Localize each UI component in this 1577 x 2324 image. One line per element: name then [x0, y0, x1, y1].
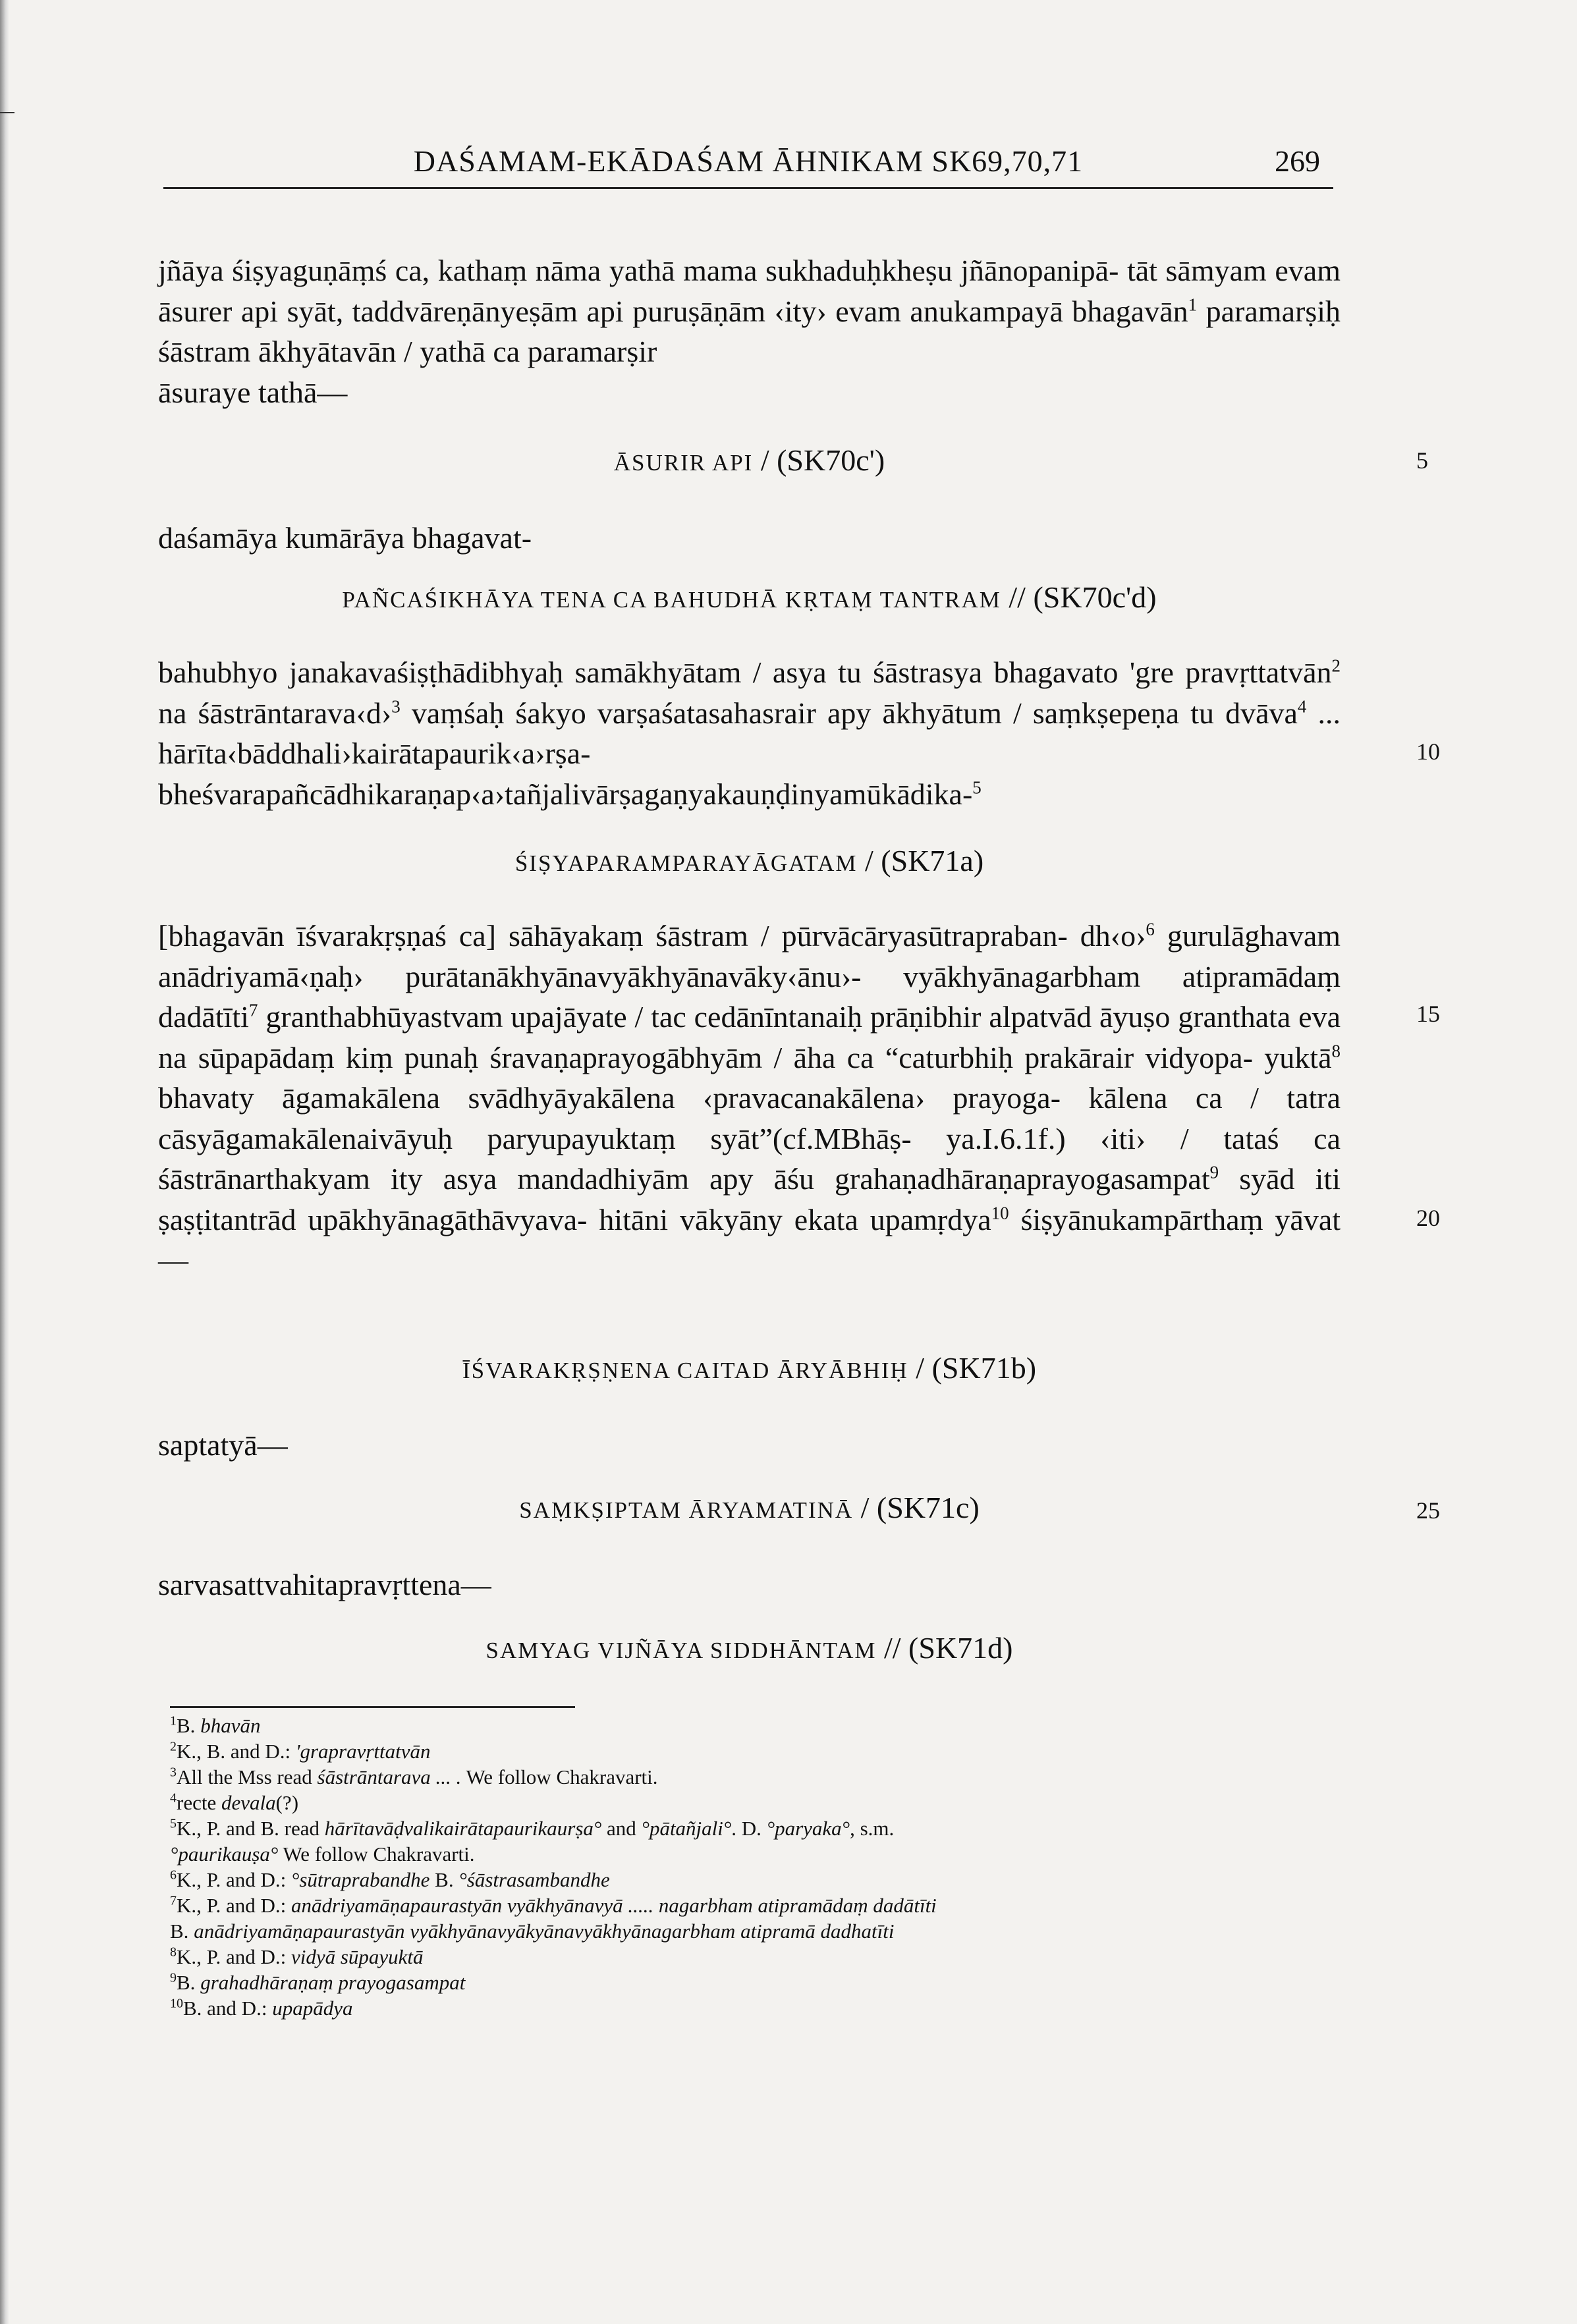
text-line: granthabhūyastvam upajāyate /	[265, 1000, 644, 1034]
note-ref: 1	[1188, 294, 1198, 315]
verse-ref: / (SK71c)	[853, 1491, 980, 1524]
footnote-4: $^4$recte devala(?)	[170, 1790, 299, 1814]
note-ref: 9	[1209, 1162, 1219, 1182]
text-line: [bhagavān īśvarakṛṣṇaś ca] sāhāyakaṃ śāstram / pūrvācāryasūtrapraban-	[158, 919, 1068, 953]
note-ref: 2	[1331, 655, 1341, 676]
text-line: anukampayā bhagavān	[910, 294, 1188, 328]
paragraph-3	[158, 652, 1341, 814]
footnote-10: $^{10}$B. and D.: upapādya	[170, 1996, 353, 2020]
line-number-25: 25	[1416, 1497, 1440, 1524]
text-line: 'gre pravṛttatvān	[1129, 655, 1332, 689]
paragraph-5	[158, 1425, 1341, 1466]
line-number-10: 10	[1416, 738, 1440, 765]
text-line: jñāya śiṣyaguṇāṃś ca, kathaṃ nāma yathā mama sukhaduḥkheṣu jñānopanipā-	[158, 254, 1119, 287]
text-line: bhavaty āgamakālena svādhyāyakālena ‹pravacanakālena› prayoga-	[158, 1081, 1061, 1115]
note-ref: 5	[972, 777, 982, 798]
text-line: sarvasattvahitapravṛttena—	[158, 1568, 491, 1601]
header-rule	[163, 187, 1333, 189]
text-line: yuktā	[1264, 1040, 1332, 1074]
note-ref: 3	[391, 696, 401, 717]
verse-text: ŚIṢYAPARAMPARAYĀGATAM	[514, 850, 858, 876]
text-line: ... hārīta‹bāddhali›kairātapaurik‹a›rṣa-	[158, 696, 1341, 770]
line-number-20: 20	[1416, 1205, 1440, 1231]
page-number: 269	[1275, 144, 1320, 178]
paragraph-2	[158, 518, 1341, 559]
text-line: tac cedānīntanaiḥ prāṇibhir alpatvād āyuṣo granthata eva na sūpapādaṃ	[158, 1000, 1341, 1074]
verse-text: ĪŚVARAKṚṢṆENA CAITAD ĀRYĀBHIḤ	[462, 1358, 908, 1383]
footnote-2: $^2$K., B. and D.: 'grapravṛttatvān	[170, 1739, 431, 1763]
text-line: syād iti ṣaṣṭitantrād upākhyānagāthāvyava-	[158, 1162, 1341, 1236]
footnotes	[170, 1713, 1356, 2021]
verse-text: SAMYAG VIJÑĀYA SIDDHĀNTAM	[485, 1638, 877, 1663]
text-line: hitāni vākyāny ekata upamṛdya	[599, 1202, 991, 1236]
note-ref: 10	[991, 1203, 1009, 1223]
footnote-8: $^8$K., P. and D.: vidyā sūpayuktā	[170, 1945, 424, 1968]
verse-sk71a	[158, 843, 1341, 878]
verse-sk70cd	[158, 580, 1341, 615]
text-line: bheśvarapañcādhikaraṇap‹a›tañjalivārṣagaṇyakauṇḍinyamūkādika-	[158, 777, 973, 811]
text-line: paramarṣiḥ śāstram ākhyātavān / yathā ca paramarṣir	[158, 294, 1341, 368]
note-ref: 6	[1146, 919, 1155, 939]
note-ref: 8	[1331, 1041, 1341, 1061]
text-line: gurulāghavam anādriyamā‹ṇaḥ› purātanākhyānavyākhyānavāky‹ānu›-	[158, 919, 1341, 993]
line-number-15: 15	[1416, 1001, 1440, 1027]
paragraph-1	[158, 250, 1341, 412]
text-line: āsuraye tathā—	[158, 375, 348, 409]
text-line: tāt sāmyam evam āsurer api syāt, taddvāreṇānyeṣām api puruṣāṇām ‹ity› evam	[158, 254, 1341, 328]
verse-sk71d	[158, 1630, 1341, 1665]
verse-text: PAÑCAŚIKHĀYA TENA CA BAHUDHĀ KṚTAṂ TANTRAM	[342, 587, 1001, 613]
running-header	[163, 144, 1333, 187]
text-line: vyākhyānagarbham atipramādaṃ dadātīti	[158, 959, 1341, 1034]
footnote-5: $^5$K., P. and B. read hārītavāḍvalikairātapaurikaurṣa° and °pātañjali°. D. °paryaka°, s.m.	[170, 1816, 895, 1840]
verse-ref: // (SK71d)	[876, 1631, 1013, 1665]
text-line: vaṃśaḥ śakyo varṣaśatasahasrair apy	[411, 696, 872, 730]
line-number-5: 5	[1416, 447, 1428, 474]
text-line: kiṃ punaḥ śravaṇaprayogābhyām / āha ca “caturbhiḥ prakārair vidyopa-	[345, 1040, 1254, 1074]
verse-ref: / (SK71a)	[857, 844, 984, 877]
footnote-3: $^3$All the Mss read śāstrāntarava ... . We follow Chakravarti.	[170, 1765, 658, 1788]
text-line: śiṣyānukampārthaṃ yāvat—	[158, 1202, 1341, 1277]
text-line: ākhyātum / saṃkṣepeṇa tu dvāva	[882, 696, 1298, 730]
footnote-1: $^1$B. bhavān	[170, 1713, 261, 1737]
paragraph-6	[158, 1564, 1341, 1605]
text-line: daśamāya kumārāya bhagavat-	[158, 521, 532, 555]
verse-sk70c	[158, 443, 1341, 478]
note-ref: 4	[1297, 696, 1307, 717]
verse-ref: // (SK70c'd)	[1001, 580, 1157, 614]
text-line: saptatyā—	[158, 1428, 288, 1462]
verse-sk71c	[158, 1490, 1341, 1525]
verse-text: SAṂKṢIPTAM ĀRYAMATINĀ	[519, 1497, 854, 1523]
text-line: bahubhyo janakavaśiṣṭhādibhyaḥ samākhyātam / asya tu śāstrasya bhagavato	[158, 655, 1119, 689]
footnote-7: $^7$K., P. and D.: anādriyamāṇapaurastyān vyākhyānavyā ..... nagarbham atipramādaṃ dadātīti	[170, 1893, 937, 1917]
verse-sk71b	[158, 1350, 1341, 1385]
footnote-rule	[170, 1706, 575, 1708]
text-line: ya.I.6.1f.) ‹iti› / tataś ca śāstrānarthakyam ity asya mandadhiyām apy āśu	[158, 1121, 1341, 1196]
footnote-9: $^9$B. grahadhāraṇaṃ prayogasampat	[170, 1970, 466, 1994]
note-ref: 7	[248, 1000, 258, 1020]
footnote-5-cont: °paurikauṣa° We follow Chakravarti.	[170, 1842, 475, 1866]
text-line: na śāstrāntarava‹d›	[158, 696, 392, 730]
footnote-7-cont: B. anādriyamāṇapaurastyān vyākhyānavyākyānavyākhyānagarbham atipramā dadhatīti	[170, 1920, 895, 1943]
header-title: DAŚAMAM-EKĀDAŚAM ĀHNIKAM SK69,70,71	[413, 144, 1084, 178]
page-edge-shadow	[0, 0, 9, 2324]
verse-text: ĀSURIR API	[613, 450, 754, 476]
edge-mark	[0, 112, 14, 113]
paragraph-4	[158, 916, 1341, 1281]
verse-ref: / (SK70c')	[753, 443, 885, 477]
verse-ref: / (SK71b)	[908, 1351, 1037, 1385]
text-line: dh‹o›	[1080, 919, 1146, 953]
footnote-6: $^6$K., P. and D.: °sūtraprabandhe B. °śāstrasambandhe	[170, 1868, 610, 1891]
text-line: grahaṇadhāraṇaprayogasampat	[835, 1162, 1210, 1196]
text-line: kālena ca / tatra cāsyāgamakālenaivāyuḥ paryupayuktaṃ syāt”(cf.MBhāṣ-	[158, 1081, 1341, 1155]
